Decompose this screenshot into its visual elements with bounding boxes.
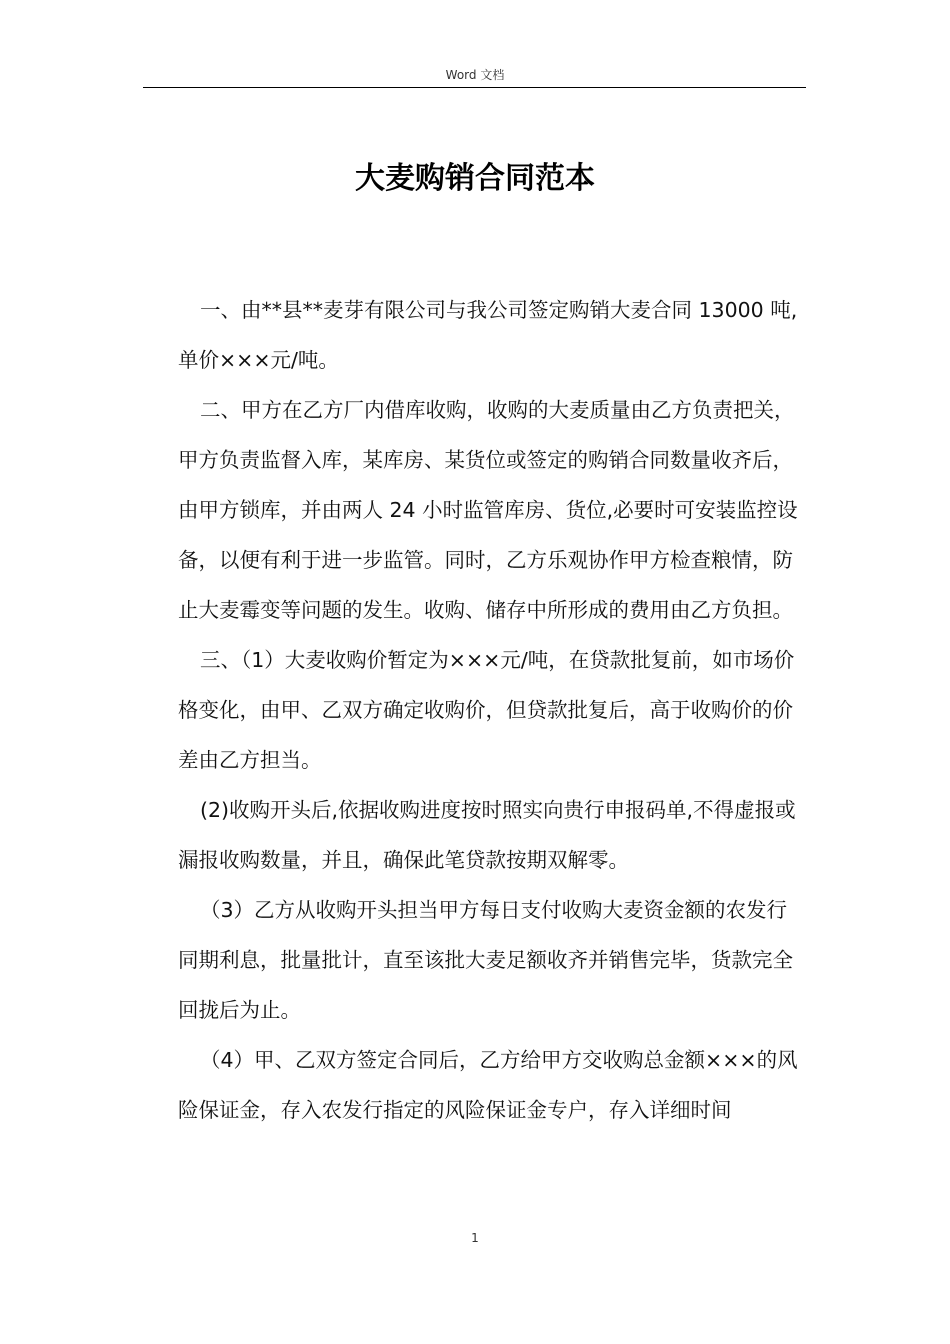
document-title: 大麦购销合同范本 <box>355 161 595 196</box>
paragraph-3: 三、（1）大麦收购价暂定为×××元/吨，在贷款批复前，如市场价格变化，由甲、乙双方确定收购价，但贷款批复后，高于收购价的价差由乙方担当。 <box>178 648 795 772</box>
page-header-label: Word 文档 <box>445 68 505 82</box>
paragraph-1: 一、由**县**麦芽有限公司与我公司签定购销大麦合同 13000 吨,单价×××元/吨。 <box>178 298 798 372</box>
header-divider <box>143 87 806 88</box>
document-body <box>178 285 804 1135</box>
page-number: 1 <box>471 1231 479 1245</box>
paragraph-2: 二、甲方在乙方厂内借库收购，收购的大麦质量由乙方负责把关，甲方负责监督入库，某库房、某货位或签定的购销合同数量收齐后，由甲方锁库，并由两人 24 小时监管库房、货位,必要时可安装监控设备，以便有利于进一步监管。同时，乙方乐观协作甲方检查粮情，防止大麦霉变等问题的发生。收购、储存中所形成的费用由乙方负担。 <box>178 398 798 622</box>
paragraph-5: （3）乙方从收购开头担当甲方每日支付收购大麦资金额的农发行同期利息，批量批计，直至该批大麦足额收齐并销售完毕，货款完全回拢后为止。 <box>178 898 793 1022</box>
paragraph-4: (2)收购开头后,依据收购进度按时照实向贵行申报码单,不得虚报或漏报收购数量，并且，确保此笔贷款按期双解零。 <box>178 798 796 872</box>
paragraph-6: （4）甲、乙双方签定合同后，乙方给甲方交收购总金额×××的风险保证金，存入农发行指定的风险保证金专户，存入详细时间 <box>178 1048 798 1122</box>
